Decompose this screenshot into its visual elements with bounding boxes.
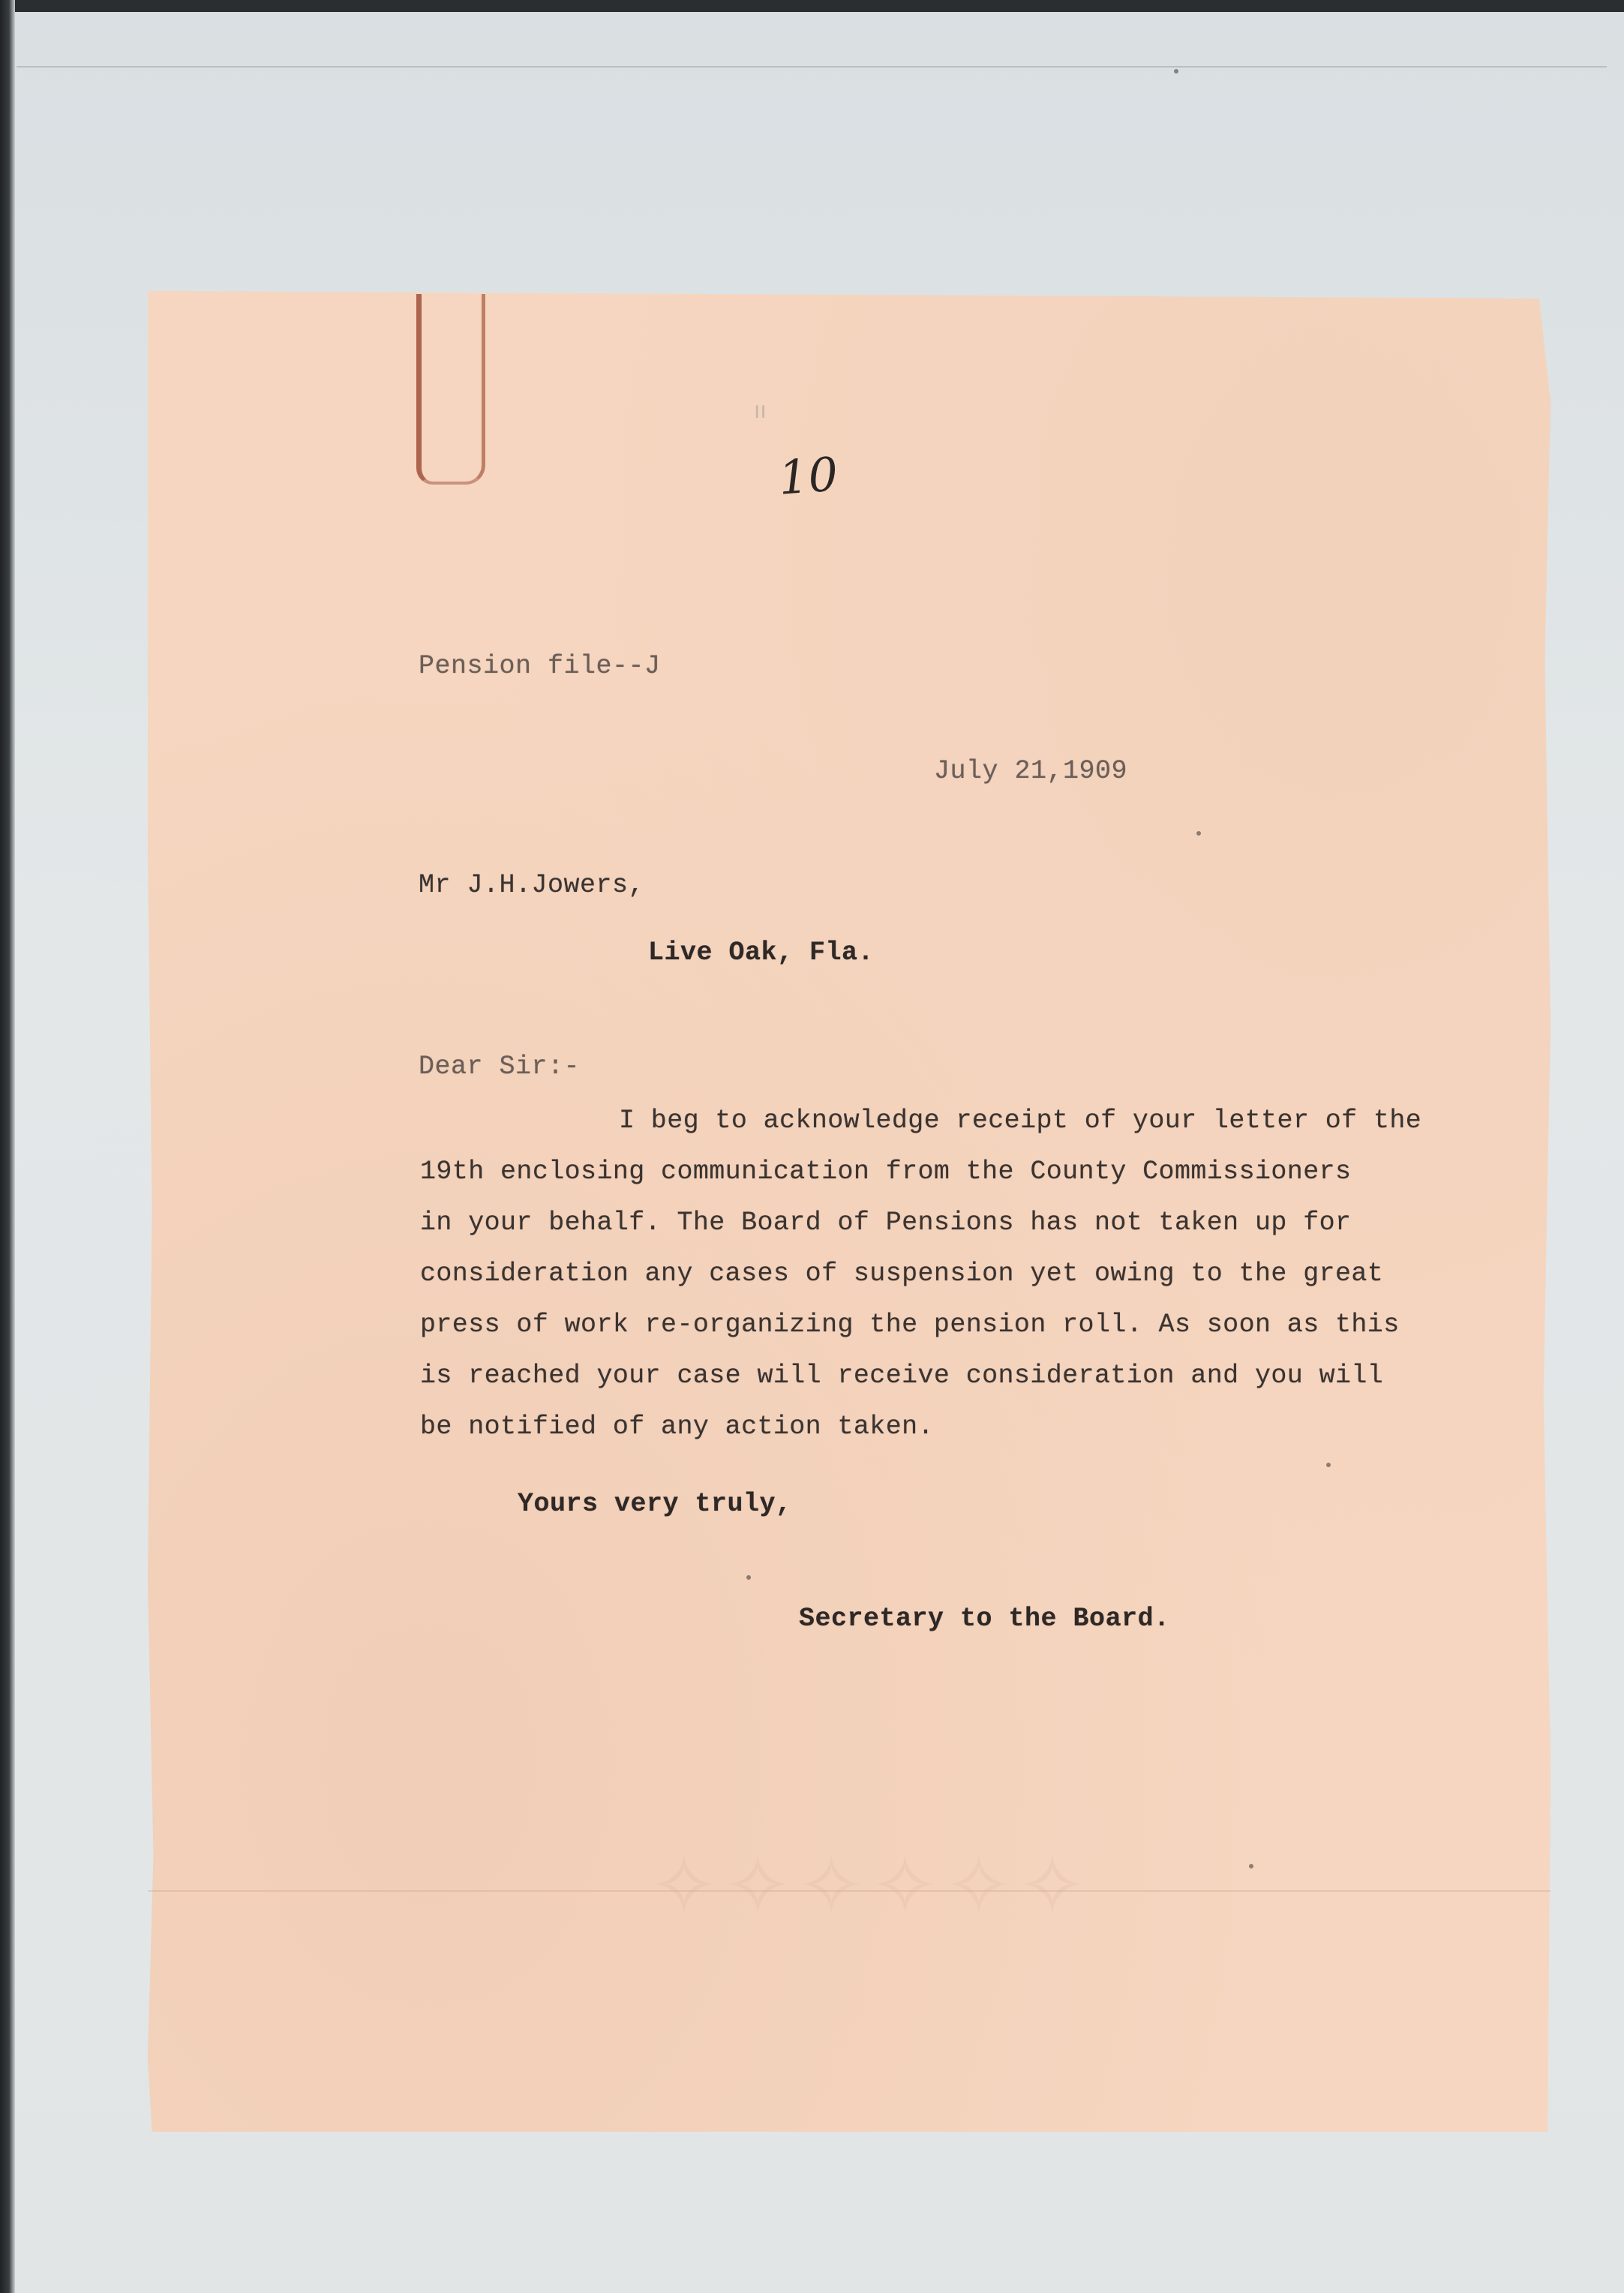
body-line: consideration any cases of suspension yet owing to the great: [420, 1259, 1384, 1289]
signature-title: Secretary to the Board.: [799, 1604, 1170, 1634]
ink-speck: [1196, 831, 1201, 836]
body-line: be notified of any action taken.: [420, 1412, 934, 1442]
rust-staple-mark: [416, 294, 485, 485]
file-label: Pension file--J: [419, 651, 661, 681]
body-line: press of work re-organizing the pension roll. As soon as this: [420, 1310, 1400, 1340]
ink-speck: [1326, 1463, 1331, 1467]
scanner-left-edge: [0, 0, 15, 2293]
faint-pencil-mark: ıı: [754, 398, 767, 424]
ink-speck: [1174, 69, 1178, 74]
recipient-name: Mr J.H.Jowers,: [419, 870, 645, 900]
body-line: 19th enclosing communication from the County Commissioners: [420, 1157, 1352, 1187]
body-line: in your behalf. The Board of Pensions has not taken up for: [420, 1208, 1352, 1238]
ink-speck: [1249, 1864, 1253, 1868]
letter-date: July 21,1909: [934, 756, 1128, 786]
body-line: I beg to acknowledge receipt of your letter of the: [619, 1106, 1422, 1136]
mount-line: [17, 66, 1607, 68]
scanner-top-edge: [0, 0, 1624, 12]
paper-watermark: ✧✧✧✧✧✧: [645, 1838, 1088, 1934]
closing: Yours very truly,: [518, 1489, 792, 1519]
ink-speck: [746, 1575, 751, 1580]
letter-body: [420, 1095, 1485, 1452]
body-line: is reached your case will receive consideration and you will: [420, 1361, 1384, 1391]
handwritten-page-number: 10: [776, 446, 840, 506]
recipient-place: Live Oak, Fla.: [648, 938, 875, 968]
salutation: Dear Sir:-: [419, 1052, 581, 1082]
